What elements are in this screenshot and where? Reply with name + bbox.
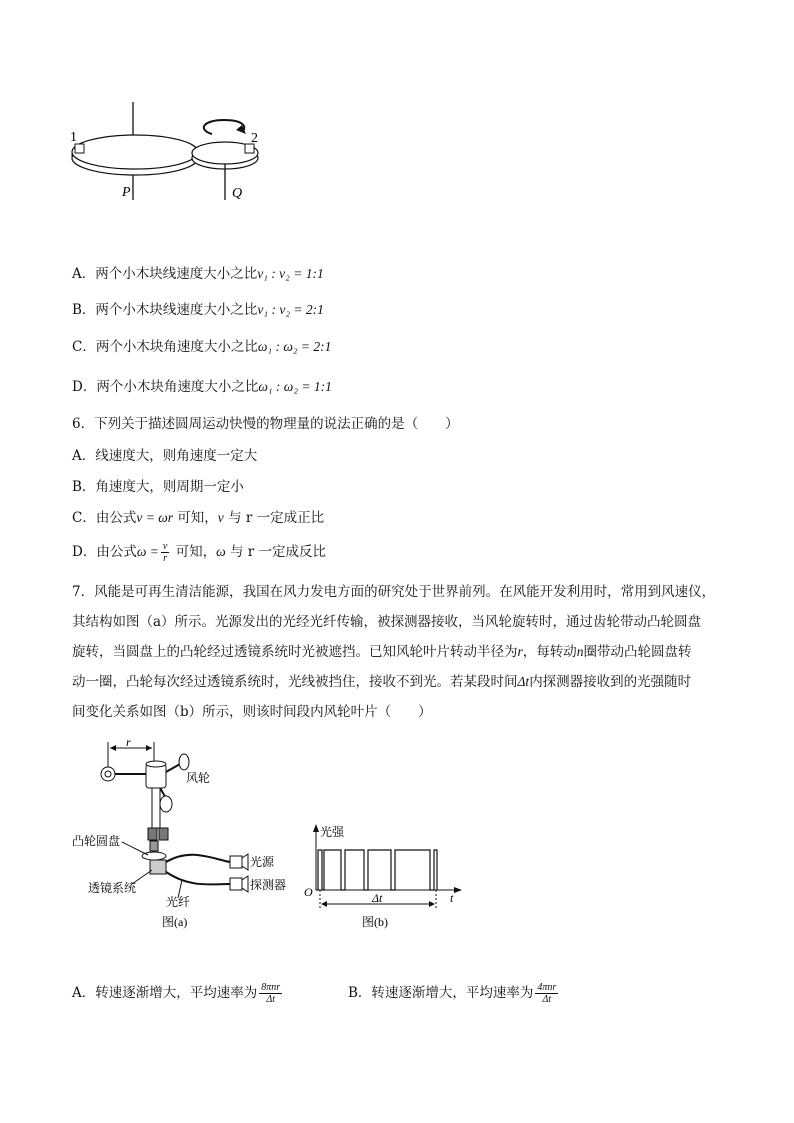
- q5-option-d: D．两个小木块角速度大小之比ω₁ : ω₂ = 1:1: [72, 379, 332, 395]
- q6-option-b: B．角速度大，则周期一定小: [72, 479, 244, 495]
- caption-b: 图(b): [362, 915, 388, 929]
- cam-disc-label: 凸轮圆盘: [72, 834, 121, 848]
- label-2: 2: [251, 131, 258, 146]
- fiber-label: 光纤: [166, 895, 191, 909]
- wind-wheel-label: 风轮: [186, 771, 211, 785]
- fiber-lower: [166, 872, 230, 884]
- q5-option-b: B．两个小木块线速度大小之比v₁ : v₂ = 2:1: [72, 302, 324, 318]
- anemometer-figure: [70, 738, 310, 933]
- cam-disc: [142, 852, 166, 860]
- q6-option-c: C．由公式v = ωr 可知，v 与 r 一定成正比: [72, 510, 325, 526]
- q7-option-a: A．转速逐渐增大，平均速率为 $\frac{\text{8πnr}}{\Delta t}$: [72, 982, 281, 1005]
- q5-option-a: A．两个小木块线速度大小之比v₁ : v₂ = 1:1: [72, 266, 324, 282]
- origin-label: O: [304, 885, 313, 899]
- label-p: P: [122, 185, 131, 200]
- disc-p: [72, 135, 198, 169]
- lens-system: [150, 860, 166, 874]
- light-intensity-graph: [298, 822, 468, 932]
- q7-stem: 7．风能是可再生清洁能源，我国在风力发电方面的研究处于世界前列。在风能开发利用时，常用到风速仪， 其结构如图（a）所示。光源发出的光经光纤传输，被探测器接收，当风轮旋转时，通过齿轮带动凸轮圆盘 旋转，当圆盘上的凸轮经过透镜系统时光被遮挡。已知风轮叶片转动半径为r，每转动n圈带动凸轮圆盘转 动一圈，凸轮每次经过透镜系统时，光线被挡住，接收不到光。若某段时间Δt内探测器接收到的光强随时 间变化关系如图（b）所示，则该时间段内风轮叶片（ ）: [72, 584, 716, 720]
- caption-a: 图(a): [162, 915, 188, 929]
- radius-label: r: [126, 738, 131, 749]
- q6-option-d: D．由公式ω = $\frac{v}{r}$ 可知，ω 与 r 一定成反比: [72, 541, 326, 564]
- t-label: t: [450, 891, 454, 905]
- gear-lower: [150, 841, 158, 851]
- dt-label: Δt: [372, 891, 383, 905]
- label-q: Q: [232, 186, 243, 201]
- two-disc-figure: [66, 100, 276, 215]
- q6-stem: 6．下列关于描述圆周运动快慢的物理量的说法正确的是（ ）: [72, 416, 459, 432]
- gear-upper: [148, 828, 157, 840]
- hub: [146, 764, 166, 788]
- detector-label: 探测器: [250, 878, 287, 892]
- cup-right: [179, 754, 189, 770]
- fiber-upper: [166, 855, 230, 862]
- q7-option-b: B．转速逐渐增大，平均速率为 $\frac{\text{4πnr}}{\Delta t}$: [348, 982, 557, 1005]
- label-1: 1: [70, 130, 77, 145]
- detector-box: [230, 878, 242, 890]
- y-label: 光强: [320, 825, 345, 839]
- pulse-signal: [316, 850, 437, 890]
- cup-bottom: [160, 796, 172, 812]
- rotation-arrow: [204, 120, 244, 134]
- block-1: [75, 144, 84, 153]
- q5-option-c: C．两个小木块角速度大小之比ω₁ : ω₂ = 2:1: [72, 339, 332, 355]
- lens-system-label: 透镜系统: [88, 881, 137, 895]
- light-source-label: 光源: [250, 855, 275, 869]
- light-source-box: [230, 856, 242, 868]
- pole: [152, 788, 160, 828]
- q6-option-a: A．线速度大，则角速度一定大: [72, 448, 258, 464]
